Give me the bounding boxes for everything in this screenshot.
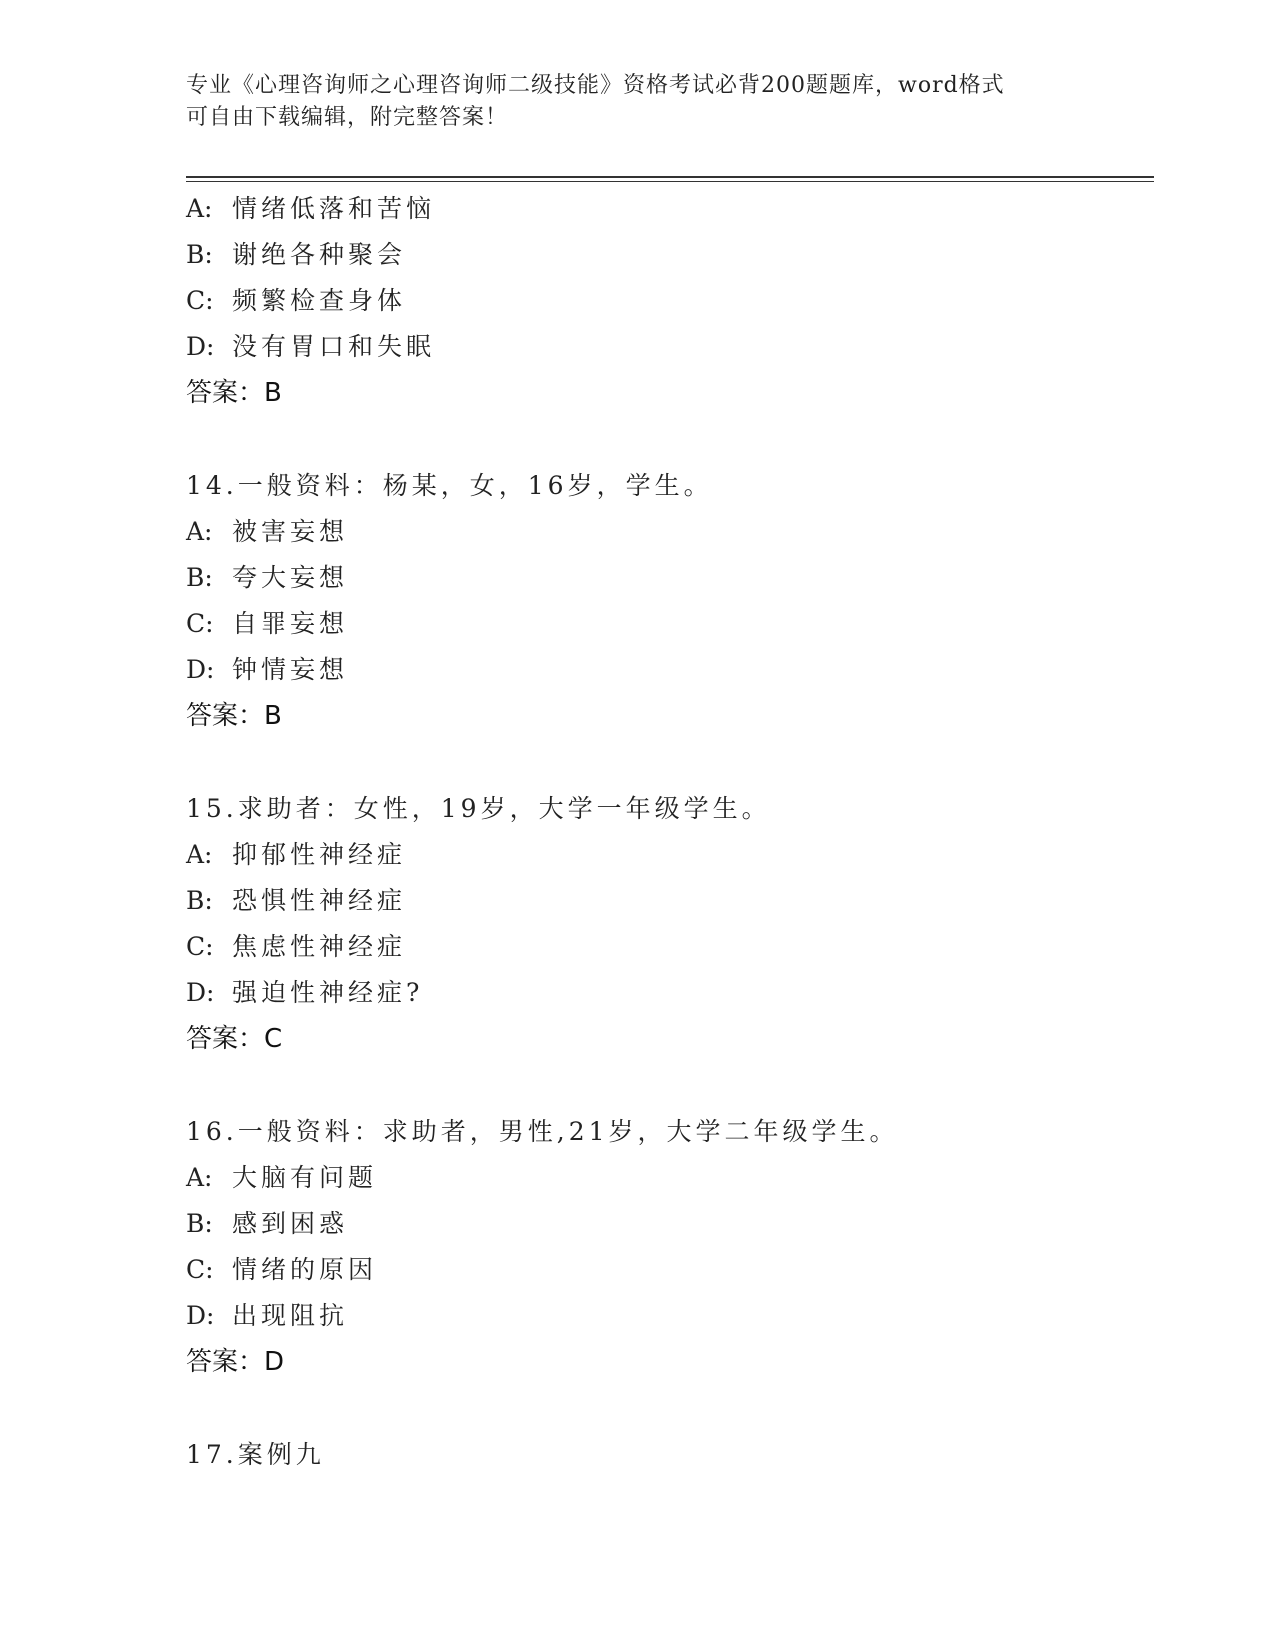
option-text: 强迫性神经症? (232, 978, 424, 1007)
option-key: B: (186, 1209, 213, 1238)
option-c (186, 278, 1154, 324)
option-a (186, 832, 1154, 878)
header-divider (186, 176, 1154, 178)
option-key: A: (186, 194, 213, 223)
option-text: 夸大妄想 (232, 563, 349, 592)
header-line-2: 可自由下载编辑，附完整答案！ (186, 105, 509, 130)
option-text: 焦虑性神经症 (232, 932, 407, 961)
option-key: C: (186, 609, 214, 638)
question-title: 15.求助者：女性，19岁，大学一年级学生。 (186, 794, 771, 823)
option-d (186, 970, 1154, 1016)
option-b (186, 878, 1154, 924)
option-text: 谢绝各种聚会 (232, 240, 407, 269)
option-d (186, 1293, 1154, 1339)
option-a (186, 186, 1154, 232)
option-key: C: (186, 286, 214, 315)
option-b (186, 232, 1154, 278)
answer-line: 答案：D (186, 1347, 285, 1377)
option-key: D: (186, 332, 215, 361)
option-text: 出现阻抗 (232, 1301, 349, 1330)
question-block-14 (186, 463, 1154, 739)
option-text: 恐惧性神经症 (232, 886, 407, 915)
option-text: 被害妄想 (232, 517, 349, 546)
question-title: 17.案例九 (186, 1440, 325, 1469)
answer-line: 答案：B (186, 701, 282, 731)
answer-line: 答案：B (186, 378, 282, 408)
option-text: 情绪低落和苦恼 (232, 194, 436, 223)
option-d (186, 647, 1154, 693)
question-list (186, 186, 1154, 1525)
header-divider-thin (186, 181, 1154, 182)
option-a (186, 1155, 1154, 1201)
option-text: 钟情妄想 (232, 655, 349, 684)
question-block-15 (186, 786, 1154, 1062)
option-c (186, 1247, 1154, 1293)
option-key: C: (186, 1255, 214, 1284)
option-key: D: (186, 655, 215, 684)
option-text: 频繁检查身体 (232, 286, 407, 315)
question-block-17 (186, 1432, 1154, 1478)
question-block-16 (186, 1109, 1154, 1385)
option-text: 感到困惑 (232, 1209, 349, 1238)
option-b (186, 555, 1154, 601)
option-text: 情绪的原因 (232, 1255, 378, 1284)
option-key: A: (186, 1163, 213, 1192)
answer-line: 答案：C (186, 1024, 283, 1054)
option-text: 自罪妄想 (232, 609, 349, 638)
option-key: B: (186, 240, 213, 269)
option-b (186, 1201, 1154, 1247)
question-block-13 (186, 186, 1154, 416)
option-c (186, 601, 1154, 647)
option-key: B: (186, 886, 213, 915)
option-key: D: (186, 1301, 215, 1330)
question-title: 16.一般资料：求助者，男性,21岁，大学二年级学生。 (186, 1117, 899, 1146)
option-key: A: (186, 840, 213, 869)
option-text: 抑郁性神经症 (232, 840, 407, 869)
option-key: C: (186, 932, 214, 961)
option-a (186, 509, 1154, 555)
option-d (186, 324, 1154, 370)
option-text: 没有胃口和失眠 (232, 332, 436, 361)
option-key: D: (186, 978, 215, 1007)
option-c (186, 924, 1154, 970)
option-text: 大脑有问题 (232, 1163, 378, 1192)
document-header (186, 70, 1066, 134)
option-key: B: (186, 563, 213, 592)
option-key: A: (186, 517, 213, 546)
header-line-1: 专业《心理咨询师之心理咨询师二级技能》资格考试必背200题题库，word格式 (186, 73, 1005, 98)
question-title: 14.一般资料：杨某，女，16岁，学生。 (186, 471, 713, 500)
